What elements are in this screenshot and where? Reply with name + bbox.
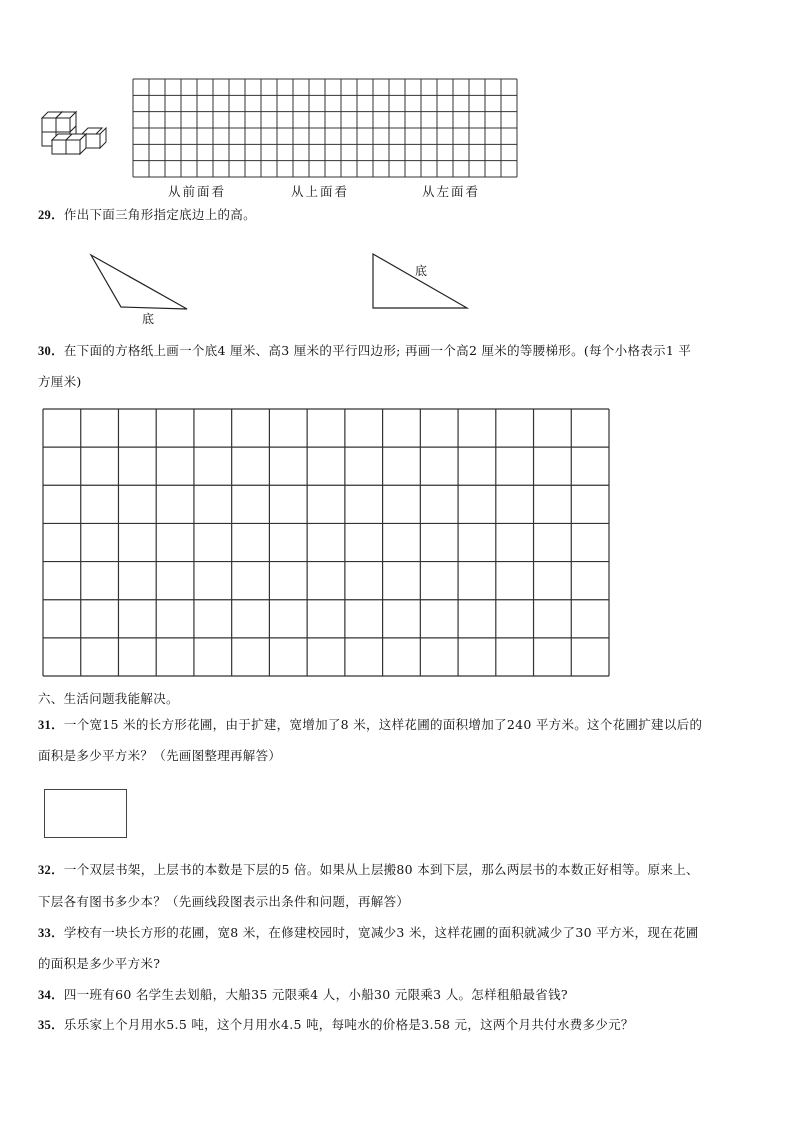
cube-stack-figure: [38, 108, 110, 158]
question-30-line2: 方厘米): [38, 374, 82, 389]
question-line1: 一个宽15 米的长方形花圃，由于扩建，宽增加了8 米，这样花圃的面积增加了240 平方米。这个花圃扩建以后的: [63, 717, 703, 732]
question-31-line2: 面积是多少平方米？（先画图整理再解答）: [38, 748, 282, 763]
question-31: [38, 716, 702, 734]
triangle-1[interactable]: [88, 253, 192, 313]
question-line1: 一个双层书架，上层书的本数是下层的5 倍。如果从上层搬80 本到下层，那么两层书的本数正好相等。原来上、: [63, 862, 699, 877]
question-line1: 在下面的方格纸上画一个底4 厘米、高3 厘米的平行四边形; 再画一个高2 厘米的等腰梯形。(每个小格表示1 平: [63, 343, 692, 358]
triangle-1-base-label: 底: [142, 312, 155, 326]
question-text: 乐乐家上个月用水5.5 吨，这个月用水4.5 吨，每吨水的价格是3.58 元，这两个月共付水费多少元？: [63, 1017, 634, 1032]
view-label-front: 从前面看: [168, 184, 227, 199]
question-32: [38, 861, 699, 879]
question-number: 34．: [38, 988, 64, 1002]
question-34: [38, 986, 568, 1004]
question-33: [38, 924, 699, 942]
answer-box[interactable]: [44, 789, 127, 838]
section-title: 六、生活问题我能解决。: [38, 691, 179, 706]
triangle-2-base-label: 底: [415, 264, 428, 278]
question-number: 33．: [38, 926, 64, 940]
question-number: 31．: [38, 718, 64, 732]
question-number: 29．: [38, 208, 64, 222]
question-33-line2: 的面积是多少平方米?: [38, 956, 161, 971]
question-35: [38, 1016, 634, 1034]
question-32-line2: 下层各有图书多少本？（先画线段图表示出条件和问题，再解答）: [38, 894, 410, 909]
views-grid[interactable]: [133, 79, 517, 177]
view-label-top: 从上面看: [291, 184, 350, 199]
question-line1: 学校有一块长方形的花圃，宽8 米，在修建校园时，宽减少3 米，这样花圃的面积就减少了30 平方米，现在花圃: [63, 925, 699, 940]
view-label-left: 从左面看: [422, 184, 481, 199]
question-30: [38, 342, 691, 360]
question-number: 30．: [38, 344, 64, 358]
question-number: 35．: [38, 1018, 64, 1032]
question-number: 32．: [38, 863, 64, 877]
question-text: 作出下面三角形指定底边上的高。: [63, 207, 256, 222]
question-text: 四一班有60 名学生去划船，大船35 元限乘4 人，小船30 元限乘3 人。怎样租船最省钱?: [63, 987, 568, 1002]
question-29: [38, 206, 256, 224]
square-grid[interactable]: [43, 409, 613, 679]
